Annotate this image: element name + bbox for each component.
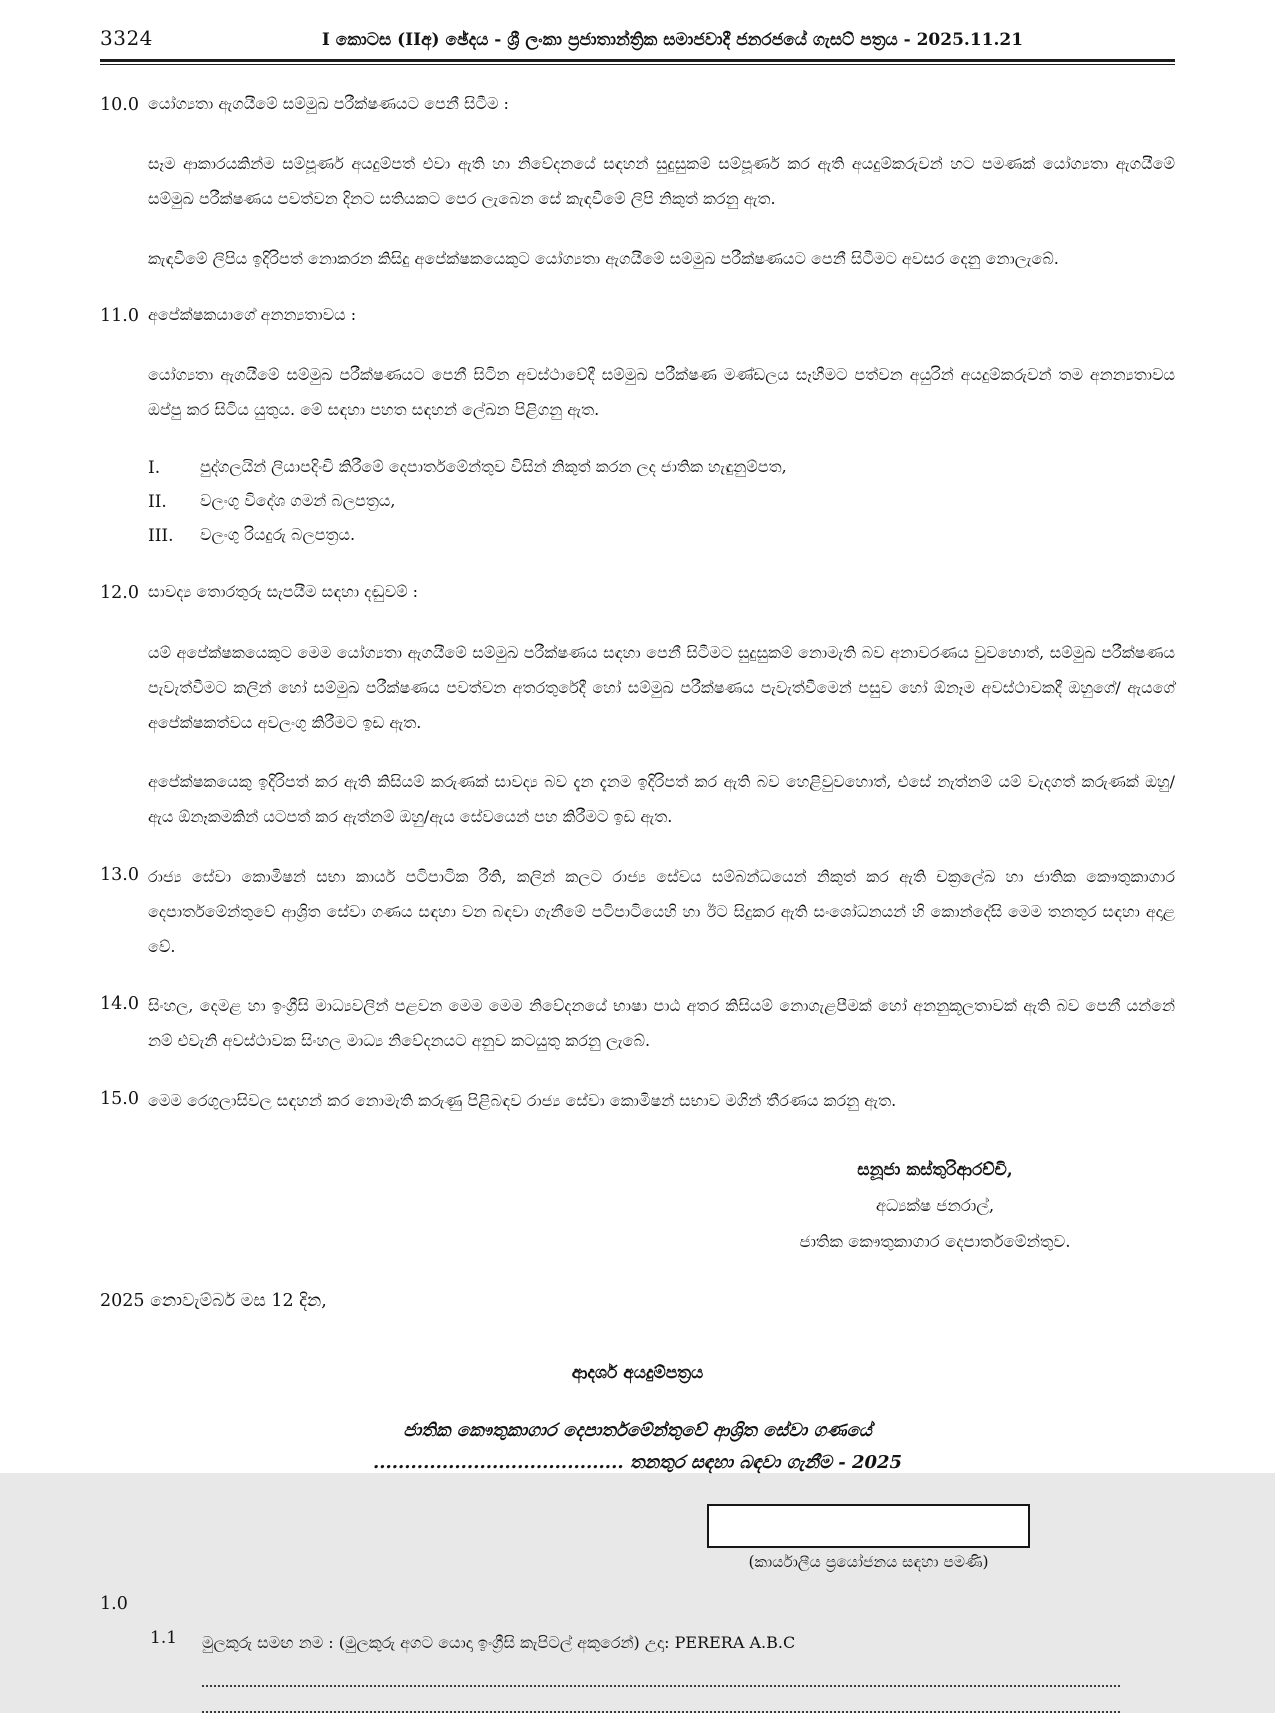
fill-in-dotted-line — [202, 1711, 1120, 1713]
section-body: සිංහල, දෙමළ හා ඉංග්‍රීසි මාධ්‍යවලින් පළවන මෙම මෙම නිවේදනයේ භාෂා පාඨ අතර කිසියම් නොගැළපීමක් හෝ අනනුකූලතාවක් ඇති බව පෙනී යන්නේ නම් එවැනි අවස්ථාවක සිංහල මාධ්‍ය නිවේදනයට අනුව කටයුතු කරනු ලැබේ. — [148, 996, 1175, 1051]
form-subtitle — [100, 1415, 1175, 1478]
office-use-caption: (කාර්යාලීය ප්‍රයෝජනය සඳහා පමණි) — [748, 1553, 989, 1572]
section-body: රාජ්‍ය සේවා කොමිෂන් සභා කාර්ය පටිපාටික රීති, කලින් කලට රාජ්‍ය සේවය සම්බන්ධයෙන් නිකුත් කර ඇති චක්‍රලේඛ හා ජාතික කෞතුකාගාර දෙපාර්තමේන්තුවේ ආශ්‍රිත සේවා ගණය සඳහා වන බඳවා ගැනීමේ පටිපාටියෙහි හා ඊට සිදුකර ඇති සංශෝධනයන් හි කොන්දේසි මෙම තනතුර සඳහා අදාළ වේ. — [148, 866, 1175, 956]
document-list — [148, 451, 1175, 553]
section-14 — [100, 988, 1175, 1058]
list-item — [148, 519, 1175, 553]
signature-block — [735, 1152, 1135, 1259]
office-use-box — [707, 1504, 1030, 1548]
list-item — [148, 451, 1175, 485]
form-sub-item-number: 1.1 — [150, 1628, 178, 1649]
page-header — [100, 26, 1175, 50]
section-heading: සාවද්‍ය තොරතුරු සැපයීම සඳහා දඬුවම් : — [148, 582, 419, 602]
list-text: වලංගු විදේශ ගමන් බලපත්‍රය, — [200, 491, 396, 511]
signatory-name: සනූජා කස්තුරිආරච්චි, — [857, 1159, 1013, 1180]
header-double-rule — [100, 59, 1175, 65]
form-sub-item — [150, 1628, 1175, 1712]
form-subtitle-line2: ........................................ තනතුර සඳහා බඳවා ගැනීම - 2025 — [372, 1451, 903, 1473]
list-item — [148, 485, 1175, 519]
section-heading: යෝග්‍යතා ඇගයීමේ සම්මුඛ පරීක්ෂණයට පෙනී සිටීම : — [148, 94, 509, 113]
form-title: ආදර්ශ අයදුම්පත්‍රය — [571, 1363, 704, 1384]
page-number: 3324 — [100, 26, 153, 50]
section-paragraph: කැඳවීමේ ලිපිය ඉදිරිපත් නොකරන කිසිදු අපේක්ෂකයෙකුට යෝග්‍යතා ඇගයීමේ සම්මුඛ පරීක්ෂණයට පෙනී සිටීමට අවසර දෙනු නොලැබේ. — [148, 248, 1059, 268]
gazette-title: I කොටස (IIඅ) ඡේදය - ශ්‍රී ලංකා ප්‍රජාතාන්ත්‍රික සමාජවාදී ජනරජයේ ගැසට් පත්‍රය - 2025.11.21 — [321, 30, 1024, 50]
form-subtitle-line1: ජාතික කෞතුකාගාර දෙපාර්තමේන්තුවේ ආශ්‍රිත සේවා ගණයේ — [403, 1420, 872, 1442]
section-number: 12.0 — [100, 583, 139, 604]
office-use-area — [707, 1504, 1030, 1572]
list-text: පුද්ගලයින් ලියාපදිංචි කිරීමේ දෙපාර්තමේන්තුව විසින් නිකුත් කරන ලද ජාතික හැඳුනුම්පත, — [200, 457, 787, 477]
section-11 — [100, 300, 1175, 554]
section-number: 13.0 — [100, 864, 139, 885]
section-paragraph: යම් අපේක්ෂකයෙකුට මෙම යෝග්‍යතා ඇගයීමේ සම්මුඛ පරීක්ෂණය සඳහා පෙනී සිටීමට සුදුසුකම් නොමැති බව අනාවරණය වුවහොත්, සම්මුඛ පරීක්ෂණය පැවැත්වීමට කලින් හෝ සම්මුඛ පරීක්ෂණය පවත්වන අතරතුරේදී හෝ සම්මුඛ පරීක්ෂණය පැවැත්වීමෙන් පසුව හෝ ඕනෑම අවස්ථාවකදී ඔහුගේ/ ඇයගේ අපේක්ෂකත්වය අවලංගු කිරීමට ඉඩ ඇත. — [148, 642, 1175, 733]
list-numeral: I. — [148, 458, 161, 479]
section-13 — [100, 859, 1175, 965]
section-paragraph: සෑම ආකාරයකින්ම සම්පූර්ණ අයදුම්පත් එවා ඇති හා නිවේදනයේ සඳහන් සුදුසුකම් සම්පූර්ණ කර ඇති අයදුම්කරුවන් හට පමණක් යෝග්‍යතා ඇගයීමේ සම්මුඛ පරීක්ෂණය පවත්වන දිනට සතියකට පෙර ලැබෙන සේ කැඳවීමේ ලිපි නිකුත් කරනු ඇත. — [148, 154, 1175, 209]
section-heading: අපේක්ෂකයාගේ අනන්‍යතාවය : — [148, 304, 357, 324]
signatory-title: අධ්‍යක්ෂ ජනරාල්, — [875, 1196, 995, 1216]
form-sub-item-text: මුලකුරු සමඟ නම : (මුලකුරු අගට යොදා ඉංග්‍රීසි කැපිටල් අකුරෙන්) උදා: PERERA A.B.C — [202, 1633, 796, 1653]
section-paragraph: යෝග්‍යතා ඇගයීමේ සම්මුඛ පරීක්ෂණයට පෙනී සිටින අවස්ථාවේදී සම්මුඛ පරීක්ෂණ මණ්ඩලය සෑහීමට පත්වන අයුරින් අයදුම්කරුවන් තම අනන්‍යතාවය ඔප්පු කර සිටිය යුතුය. මේ සඳහා පහත සඳහන් ලේඛන පිළිගනු ඇත. — [148, 365, 1175, 420]
section-number: 10.0 — [100, 95, 139, 115]
section-10 — [100, 89, 1175, 276]
section-15 — [100, 1083, 1175, 1118]
date-line: 2025 නොවැම්බර් මස 12 දින, — [100, 1291, 327, 1312]
section-number: 15.0 — [100, 1088, 139, 1109]
signatory-department: ජාතික කෞතුකාගාර දෙපාර්තමේන්තුව. — [799, 1231, 1071, 1251]
section-number: 14.0 — [100, 994, 139, 1015]
section-number: 11.0 — [100, 305, 139, 326]
section-paragraph: අපේක්ෂකයෙකු ඉදිරිපත් කර ඇති කිසියම් කරුණක් සාවද්‍ය බව දැන දැනම ඉදිරිපත් කර ඇති බව හෙළිවුවහොත්, එසේ නැත්නම් යම් වැදගත් කරුණක් ඔහු/ඇය ඕනෑකමකින් යටපත් කර ඇත්නම් ඔහු/ඇය සේවයෙන් පහ කිරීමට ඉඩ ඇත. — [148, 772, 1175, 827]
list-numeral: III. — [148, 526, 174, 547]
list-text: වලංගු රියදුරු බලපත්‍රය. — [200, 525, 356, 545]
section-body: මෙම රෙගුලාසිවල සඳහන් කර නොමැති කරුණු පිළිබඳව රාජ්‍ය සේවා කොමිෂන් සභාව මගින් තීරණය කරනු ඇත. — [148, 1090, 897, 1110]
list-numeral: II. — [148, 492, 167, 513]
section-12 — [100, 577, 1175, 834]
form-item-number: 1.0 — [100, 1594, 128, 1615]
fill-in-dotted-line — [202, 1685, 1120, 1687]
